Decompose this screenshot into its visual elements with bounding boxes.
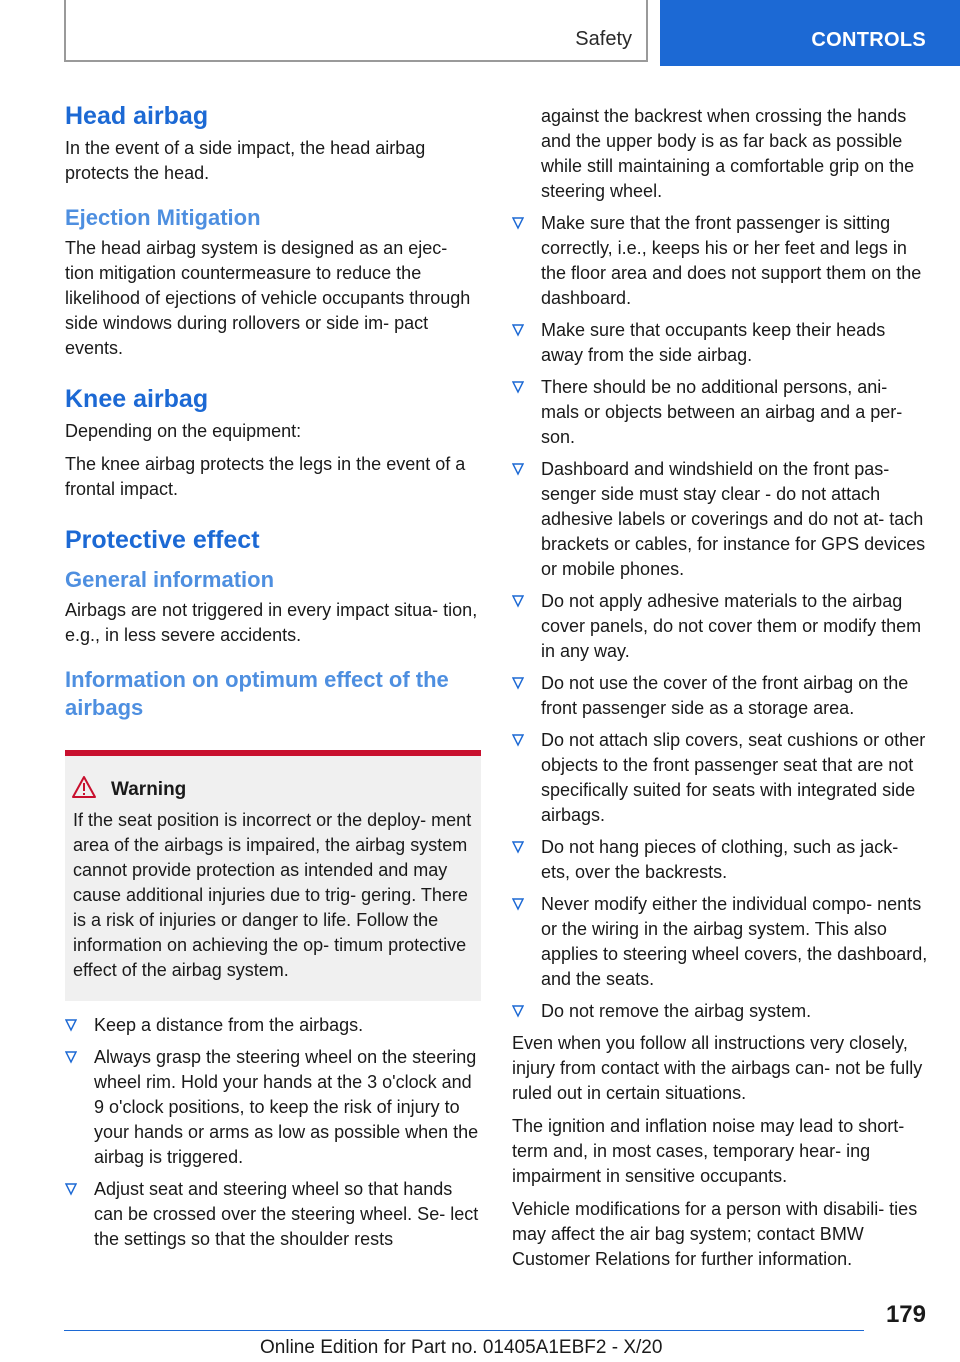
- list-item: [65, 1013, 481, 1038]
- list-item: [512, 671, 930, 721]
- bullet-triangle-icon: [512, 380, 524, 394]
- list-item-text: Always grasp the steering wheel on the steering wheel rim. Hold your hands at the 3 o'clock and 9 o'clock positions, to keep the risk of injury to your hands or arms as low as possible when the airbag is triggered.: [94, 1047, 479, 1167]
- list-item-text: Adjust seat and steering wheel so that hands can be crossed over the steering wheel. Se- lect the settings so that the shoulder rests: [94, 1179, 479, 1249]
- general-info-text: Airbags are not triggered in every impact situa- tion, e.g., in less severe accidents.: [65, 600, 478, 645]
- chapter-label: CONTROLS: [811, 29, 926, 51]
- list-item-text: Keep a distance from the airbags.: [94, 1015, 364, 1035]
- knee-text-1: Depending on the equipment:: [65, 421, 302, 441]
- warning-header: [111, 778, 473, 802]
- footer-edition: [260, 1337, 662, 1359]
- bullet-triangle-icon: [65, 1018, 77, 1032]
- optimum-effect-heading: Information on optimum effect of the airbags: [65, 667, 449, 720]
- section-label: Safety: [575, 28, 632, 50]
- list-item: [512, 892, 930, 992]
- list-item-text: Do not hang pieces of clothing, such as jack- ets, over the backrests.: [541, 837, 899, 882]
- list-item: [65, 1177, 481, 1252]
- list-item: [65, 1045, 481, 1170]
- list-item-text: Make sure that the front passenger is sitting correctly, i.e., keeps his or her feet and legs in the floor area and does not support them on the dashboard.: [541, 213, 922, 308]
- bullet-triangle-icon: [512, 323, 524, 337]
- list-item: [512, 589, 930, 664]
- head-airbag-heading: Head airbag: [65, 102, 209, 130]
- warning-title: Warning: [111, 779, 187, 800]
- section-tab: [64, 0, 648, 62]
- knee-airbag-heading: Knee airbag: [65, 385, 209, 413]
- bullet-triangle-icon: [512, 462, 524, 476]
- bullet-triangle-icon: [512, 216, 524, 230]
- list-item-text: Do not use the cover of the front airbag on the front passenger side as a storage area.: [541, 673, 909, 718]
- continuation-text-body: against the backrest when crossing the hands and the upper body is as far back as possible while still maintaining a comfortable grip on the steering wheel.: [541, 106, 915, 201]
- continuation-text: [512, 104, 930, 204]
- closing-paragraph-1: Even when you follow all instructions very closely, injury from contact with the airbags can- not be fully ruled out in certain situations.: [512, 1033, 923, 1103]
- bullet-triangle-icon: [512, 594, 524, 608]
- knee-text-2: The knee airbag protects the legs in the event of a frontal impact.: [65, 454, 466, 499]
- bullet-triangle-icon: [512, 840, 524, 854]
- general-info-heading: General information: [65, 567, 275, 592]
- right-column: [512, 104, 930, 1272]
- list-item-text: Never modify either the individual compo- nents or the wiring in the airbag system. This also applies to steering wheel covers, the dashboard, and the seats.: [541, 894, 928, 989]
- bullet-triangle-icon: [65, 1182, 77, 1196]
- list-item-text: Do not remove the airbag system.: [541, 1001, 812, 1021]
- list-item-text: Dashboard and windshield on the front pas- senger side must stay clear - do not attach adhesive labels or coverings and do not at- tach brackets or cables, for instance for GPS devices or mobile phones.: [541, 459, 926, 579]
- list-item-text: Do not attach slip covers, seat cushions or other objects to the front passenger seat that are not specifically suited for seats with integrated side airbags.: [541, 730, 926, 825]
- list-item: [512, 999, 930, 1024]
- warning-text: If the seat position is incorrect or the deploy- ment area of the airbags is impaired, the airbag system cannot provide protection as intended and may cause additional injuries due to trig- gering. There is a risk of injuries or danger to life. Follow the information on achieving the op- timum protective effect of the airbag system.: [73, 810, 472, 980]
- bullet-triangle-icon: [65, 1050, 77, 1064]
- page-number: 179: [885, 1301, 926, 1328]
- list-item: [512, 318, 930, 368]
- ejection-text: The head airbag system is designed as an ejec- tion mitigation countermeasure to reduce the likelihood of ejections of vehicle occupants through side windows during rollovers or side im- pact events.: [65, 238, 471, 358]
- page-header: [0, 0, 960, 66]
- closing-paragraph-3: Vehicle modifications for a person with disabili- ties may affect the air bag system; contact BMW Customer Relations for further information.: [512, 1199, 918, 1269]
- warning-box: [65, 750, 481, 1001]
- head-airbag-text: In the event of a side impact, the head airbag protects the head.: [65, 138, 426, 183]
- bullet-triangle-icon: [512, 897, 524, 911]
- closing-paragraph-2: The ignition and inflation noise may lead to short-term and, in most cases, temporary hear- ing impairment in sensitive occupants.: [512, 1116, 905, 1186]
- list-item-text: Make sure that occupants keep their heads away from the side airbag.: [541, 320, 886, 365]
- list-item: [512, 211, 930, 311]
- list-item: [512, 835, 930, 885]
- bullet-triangle-icon: [512, 733, 524, 747]
- warning-triangle-icon: [71, 775, 97, 806]
- list-item: [512, 728, 930, 828]
- list-item-text: There should be no additional persons, ani- mals or objects between an airbag and a per- son.: [541, 377, 903, 447]
- chapter-tab: [660, 0, 960, 66]
- ejection-heading: Ejection Mitigation: [65, 205, 261, 230]
- list-item: [512, 457, 930, 582]
- protective-effect-heading: Protective effect: [65, 526, 260, 554]
- footer-divider: [64, 1330, 864, 1331]
- bullet-triangle-icon: [512, 676, 524, 690]
- right-bullet-list: [512, 211, 930, 1024]
- list-item: [512, 375, 930, 450]
- bullet-triangle-icon: [512, 1004, 524, 1018]
- edition-text: Online Edition for Part no. 01405A1EBF2 - X/20: [260, 1337, 663, 1358]
- left-column: [65, 100, 481, 1259]
- list-item-text: Do not apply adhesive materials to the airbag cover panels, do not cover them or modify them in any way.: [541, 591, 922, 661]
- left-bullet-list: [65, 1013, 481, 1252]
